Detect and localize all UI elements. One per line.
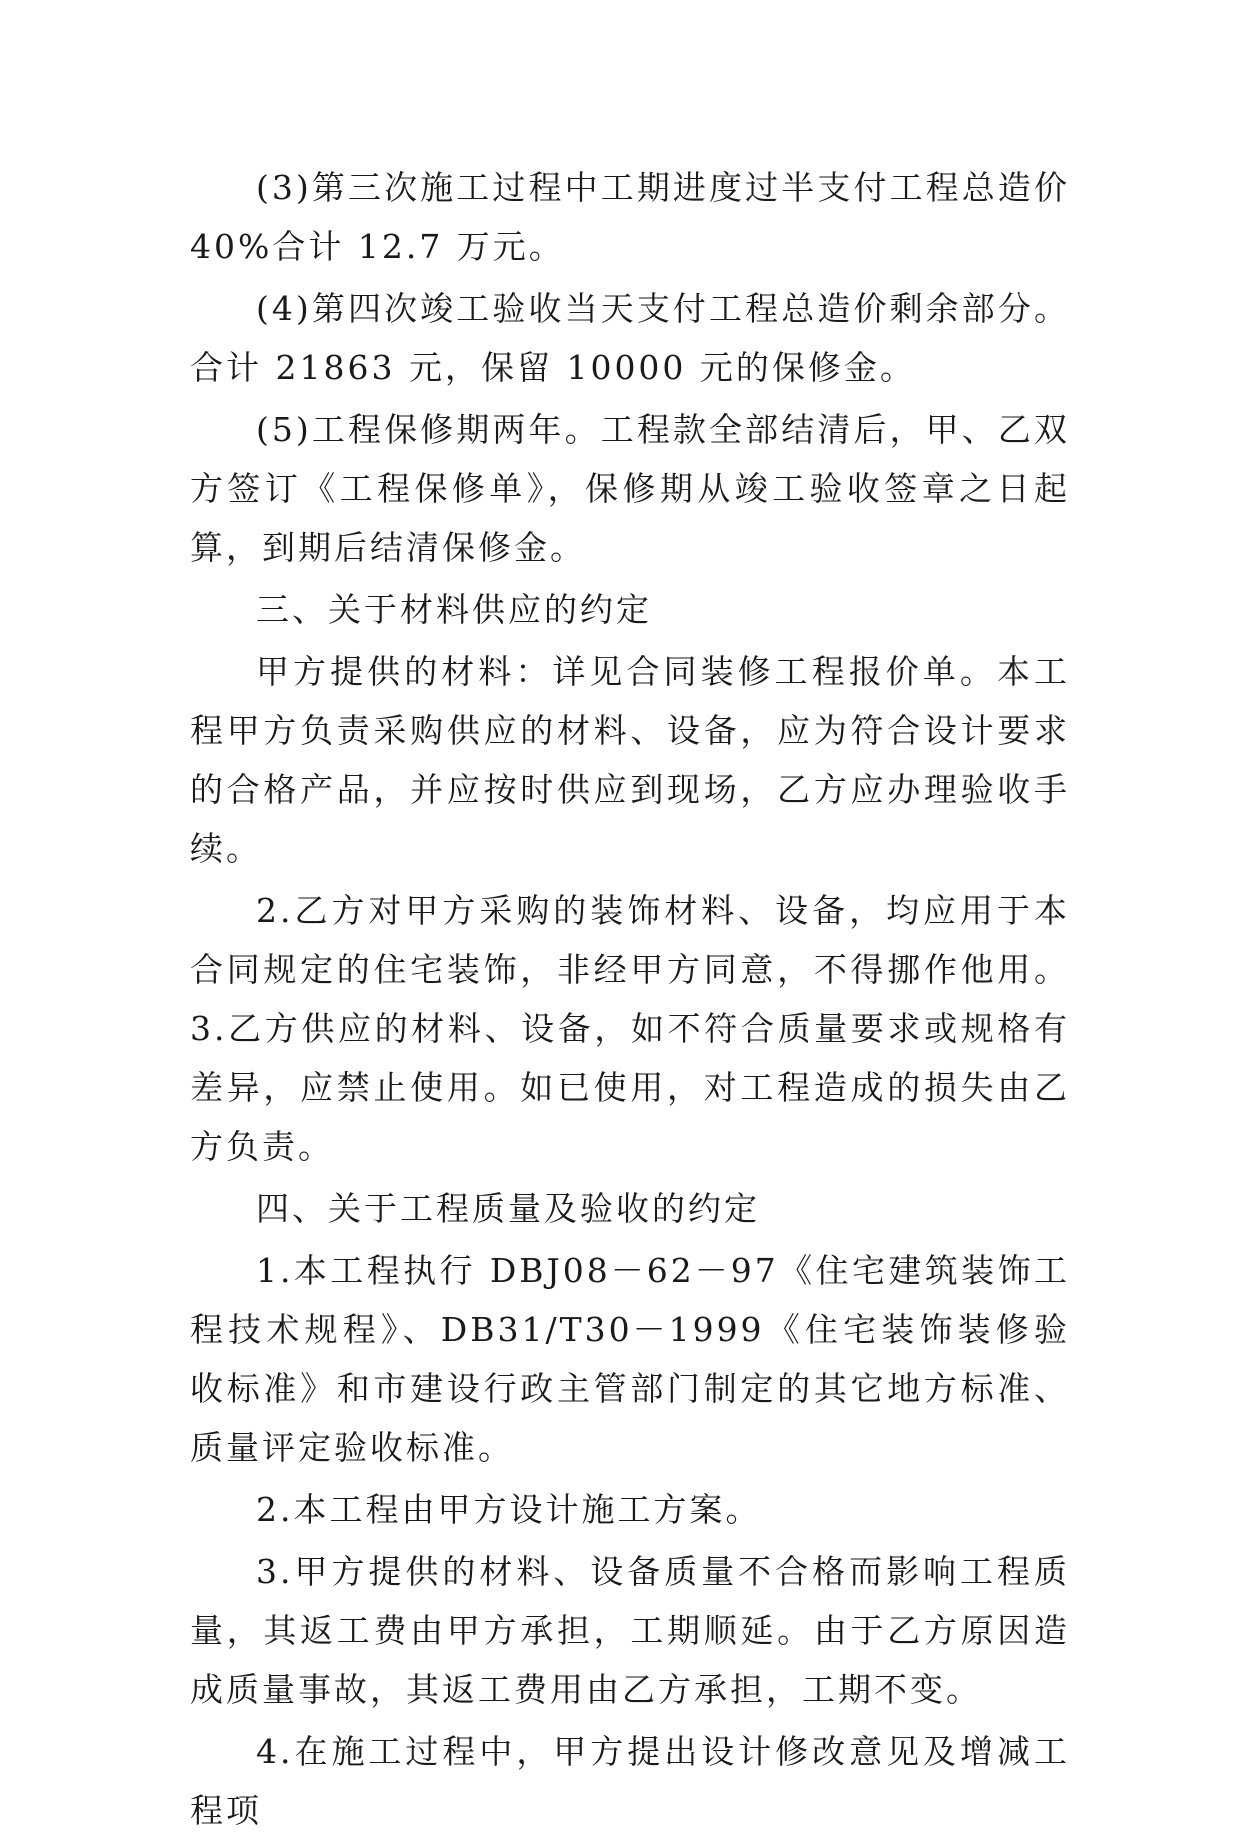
paragraph-materials-2: 2.乙方对甲方采购的装饰材料、设备，均应用于本合同规定的住宅装饰，非经甲方同意，不得挪作他用。3.乙方供应的材料、设备，如不符合质量要求或规格有差异，应禁止使用。如已使用，对工程造成的损失由乙方负责。 bbox=[190, 891, 1070, 1166]
section-heading-materials: 三、关于材料供应的约定 bbox=[256, 590, 652, 629]
paragraph-payment-3: (3)第三次施工过程中工期进度过半支付工程总造价 40%合计 12.7 万元。 bbox=[190, 168, 1070, 266]
paragraph-quality-1: 1.本工程执行 DBJ08－62－97《住宅建筑装饰工程技术规程》、DB31/T30－1999《住宅装饰装修验收标准》和市建设行政主管部门制定的其它地方标准、质量评定验收标准。 bbox=[190, 1251, 1070, 1467]
section-heading-quality: 四、关于工程质量及验收的约定 bbox=[256, 1189, 760, 1228]
paragraph-materials-1: 甲方提供的材料：详见合同装修工程报价单。本工程甲方负责采购供应的材料、设备，应为符合设计要求的合格产品，并应按时供应到现场，乙方应办理验收手续。 bbox=[190, 652, 1070, 868]
paragraph-quality-2: 2.本工程由甲方设计施工方案。 bbox=[256, 1490, 762, 1529]
paragraph-quality-4: 4.在施工过程中，甲方提出设计修改意见及增减工程项 bbox=[190, 1732, 1070, 1830]
paragraph-quality-3: 3.甲方提供的材料、设备质量不合格而影响工程质量，其返工费由甲方承担，工期顺延。由于乙方原因造成质量事故，其返工费用由乙方承担，工期不变。 bbox=[190, 1552, 1070, 1709]
paragraph-payment-4: (4)第四次竣工验收当天支付工程总造价剩余部分。合计 21863 元，保留 10000 元的保修金。 bbox=[190, 289, 1070, 387]
document-body bbox=[190, 158, 1070, 1843]
paragraph-warranty: (5)工程保修期两年。工程款全部结清后，甲、乙双方签订《工程保修单》，保修期从竣工验收签章之日起算，到期后结清保修金。 bbox=[190, 410, 1070, 567]
